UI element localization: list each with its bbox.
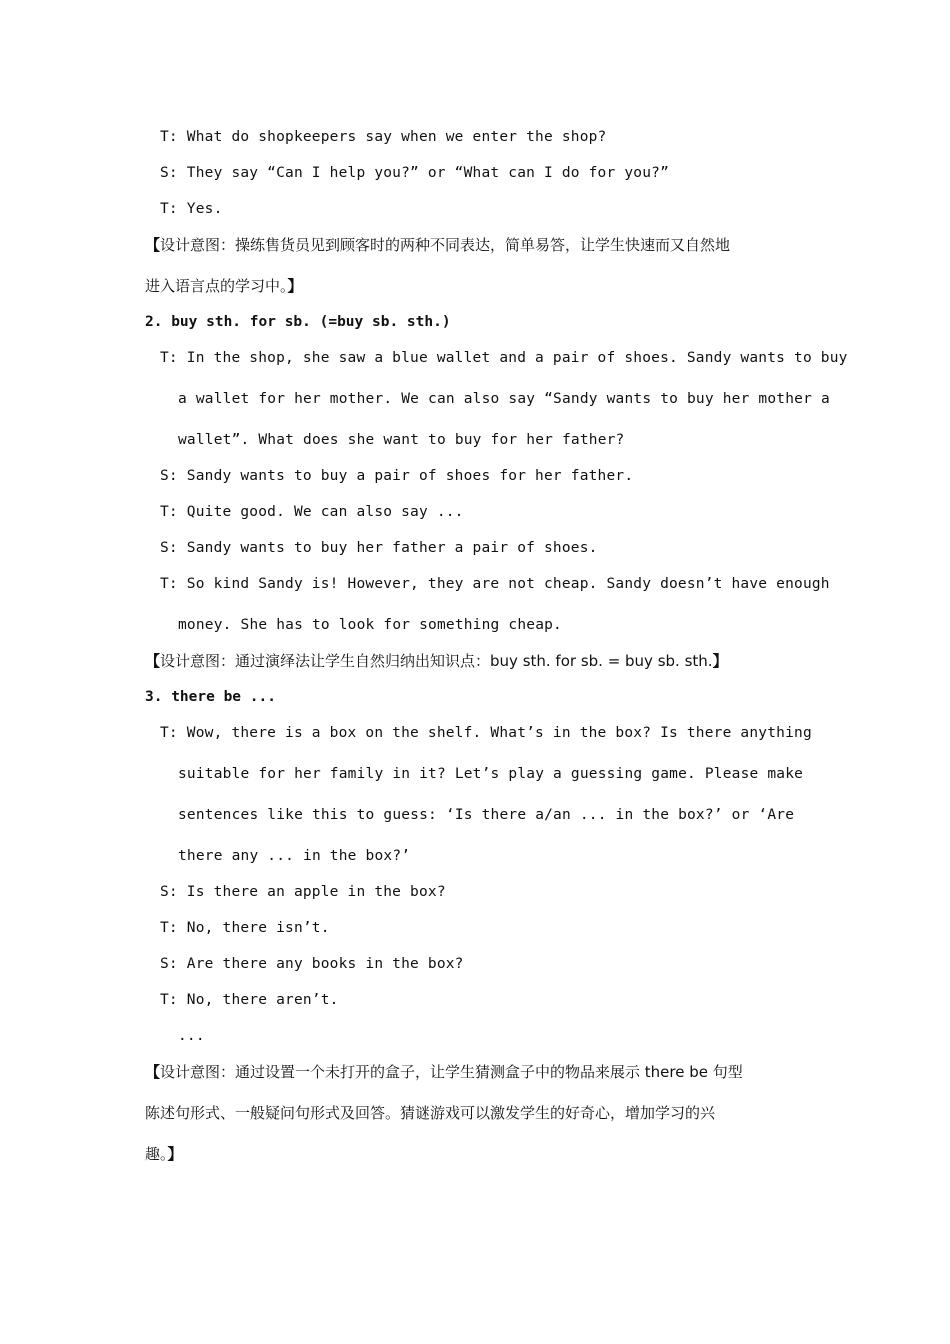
bracket-open: 【 bbox=[145, 1063, 161, 1081]
dialogue-line-continued: money. She has to look for something cheap. bbox=[178, 617, 562, 633]
dialogue-line-continued: a wallet for her mother. We can also say “Sandy wants to buy her mother a bbox=[178, 391, 830, 407]
note-text: 进入语言点的学习中。 bbox=[145, 277, 288, 295]
dialogue-line-student: S: Sandy wants to buy a pair of shoes for her father. bbox=[160, 468, 634, 484]
design-intent-note bbox=[145, 652, 728, 670]
note-text: 趣。 bbox=[145, 1145, 168, 1163]
bracket-close: 】 bbox=[167, 1145, 183, 1163]
bracket-close: 】 bbox=[287, 277, 303, 295]
design-intent-note bbox=[145, 1063, 743, 1081]
dialogue-line-student: S: Are there any books in the box? bbox=[160, 956, 464, 972]
bracket-open: 【 bbox=[145, 236, 161, 254]
dialogue-line-teacher: T: No, there isn’t. bbox=[160, 920, 330, 936]
dialogue-line-continued: sentences like this to guess: ‘Is there a/an ... in the box?’ or ‘Are bbox=[178, 807, 795, 823]
dialogue-line-teacher: T: Wow, there is a box on the shelf. What’s in the box? Is there anything bbox=[160, 725, 812, 741]
design-intent-note-cont bbox=[145, 1145, 183, 1163]
section-heading bbox=[145, 688, 276, 706]
dialogue-line-teacher: T: Yes. bbox=[160, 201, 223, 217]
note-text: 设计意图：通过设置一个未打开的盒子，让学生猜测盒子中的物品来展示 there be 句型 bbox=[160, 1063, 743, 1081]
bracket-open: 【 bbox=[145, 652, 161, 670]
design-intent-note-cont bbox=[145, 1104, 715, 1122]
section-heading bbox=[145, 313, 451, 331]
dialogue-line-student: S: They say “Can I help you?” or “What can I do for you?” bbox=[160, 165, 669, 181]
heading-text: there be ... bbox=[171, 689, 276, 705]
design-intent-note bbox=[145, 236, 730, 254]
dialogue-line-continued: suitable for her family in it? Let’s play a guessing game. Please make bbox=[178, 766, 804, 782]
dialogue-line-teacher: T: What do shopkeepers say when we enter the shop? bbox=[160, 129, 607, 145]
heading-number: 2. bbox=[145, 314, 163, 330]
dialogue-line-teacher: T: No, there aren’t. bbox=[160, 992, 339, 1008]
note-text: 设计意图：通过演绎法让学生自然归纳出知识点：buy sth. for sb. = buy sb. sth. bbox=[160, 652, 713, 670]
heading-text: buy sth. for sb. (=buy sb. sth.) bbox=[171, 314, 451, 330]
ellipsis: ... bbox=[178, 1028, 205, 1044]
bracket-close: 】 bbox=[712, 652, 728, 670]
note-text: 陈述句形式、一般疑问句形式及回答。猜谜游戏可以激发学生的好奇心，增加学习的兴 bbox=[145, 1104, 716, 1122]
dialogue-line-continued: there any ... in the box?’ bbox=[178, 848, 411, 864]
dialogue-line-teacher: T: Quite good. We can also say ... bbox=[160, 504, 464, 520]
heading-number: 3. bbox=[145, 689, 163, 705]
dialogue-line-continued: wallet”. What does she want to buy for her father? bbox=[178, 432, 625, 448]
dialogue-line-teacher: T: So kind Sandy is! However, they are not cheap. Sandy doesn’t have enough bbox=[160, 576, 830, 592]
dialogue-line-teacher: T: In the shop, she saw a blue wallet and a pair of shoes. Sandy wants to buy bbox=[160, 350, 848, 366]
design-intent-note-cont bbox=[145, 277, 303, 295]
dialogue-line-student: S: Sandy wants to buy her father a pair of shoes. bbox=[160, 540, 598, 556]
dialogue-line-student: S: Is there an apple in the box? bbox=[160, 884, 446, 900]
note-text: 设计意图：操练售货员见到顾客时的两种不同表达，简单易答，让学生快速而又自然地 bbox=[160, 236, 731, 254]
